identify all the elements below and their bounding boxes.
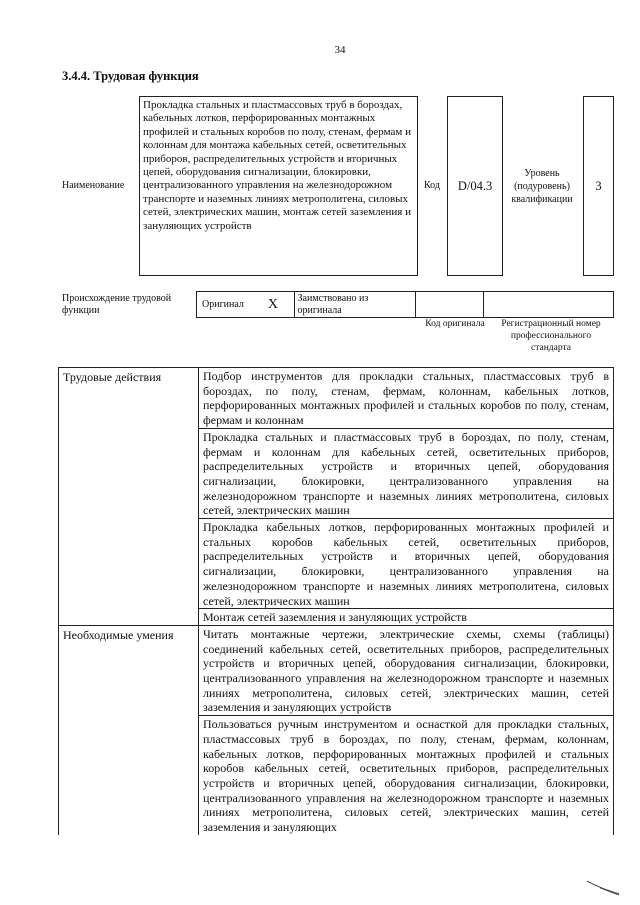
table-row [59, 625, 614, 715]
function-name-box: Прокладка стальных и пластмассовых труб в бороздах, кабельных лотков, перфорированных монтажных профилей и стальных коробов по полу, стенам, фермам и колоннам для монтажа кабельных сетей, осветительных приборов, распределительных устройств и вторичных цепей, оборудования сигнализации, блокировки, централизованного управления на железнодорожном транспорте и наземных линиях метрополитена, силовых сетей, электрических машин, монтаж сетей заземления и зануляющих устройств [139, 96, 418, 276]
reg-number-cell [484, 292, 613, 317]
labor-actions-label: Трудовые действия [59, 368, 199, 626]
labor-action-item: Прокладка стальных и пластмассовых труб в бороздах, по полу, стенам, фермам и колоннам для кабельных сетей, осветительных приборов, распределительных устройств и вторичных цепей, оборудования сигнализации, блокировки, централизованного управления на железнодорожном транспорте и наземных линиях метрополитена, силовых сетей, электрических машин [199, 428, 614, 518]
code-label: Код [424, 180, 440, 191]
page-number: 34 [334, 44, 346, 56]
skills-label: Необходимые умения [59, 625, 199, 834]
skill-item: Пользоваться ручным инструментом и оснасткой для прокладки стальных, пластмассовых труб в бороздах, по полу, стенам, фермам, колоннам, кабельных лотков, перфорированных монтажных профилей и стальных коробов кабельных сетей, осветительных приборов, распределительных устройств и вторичных цепей, оборудования сигнализации, блокировки, централизованного управления на железнодорожном транспорте и наземных линиях метрополитена, силовых сетей, электрических машин, сетей заземления и зануляющих [199, 716, 614, 835]
original-cell [197, 292, 295, 317]
name-label: Наименование [62, 180, 125, 191]
origin-label: Происхождение трудовой функции [62, 293, 172, 316]
section-title: 3.4.4. Трудовая функция [62, 69, 199, 83]
original-code-cell [416, 292, 484, 317]
original-label: Оригинал [202, 298, 244, 310]
labor-action-item: Монтаж сетей заземления и зануляющих устройств [199, 609, 614, 626]
original-mark: X [267, 296, 279, 312]
labor-action-item: Прокладка кабельных лотков, перфорированных монтажных профилей и стальных коробов кабельных сетей, осветительных приборов, распределительных устройств и вторичных цепей, оборудования сигнализации, блокировки, централизованного управления на железнодорожном транспорте и наземных линиях метрополитена, силовых сетей, электрических машин [199, 519, 614, 609]
code-value-box: D/04.3 [447, 96, 503, 276]
function-table [58, 367, 614, 835]
table-row [59, 368, 614, 429]
level-label: Уровень (подуровень) квалификации [511, 168, 573, 205]
signature-mark [586, 878, 620, 896]
code-caption: Код оригинала [425, 319, 485, 329]
labor-action-item: Подбор инструментов для прокладки стальных, пластмассовых труб в бороздах, по полу, стенам, фермам, колоннам, кабельных лотков, перфорированных монтажных профилей и стальных коробов по полу, стенам, фермам и колоннам [199, 368, 614, 429]
origin-row [196, 291, 614, 318]
borrowed-cell: Заимствовано из оригинала [295, 292, 416, 317]
reg-caption: Регистрационный номер профессионального стандарта [501, 319, 601, 353]
skill-item: Читать монтажные чертежи, электрические схемы, схемы (таблицы) соединений кабельных сетей, осветительных приборов, распределительных устройств и вторичных цепей, оборудования сигнализации, блокировки, централизованного управления на железнодорожном транспорте и наземных линиях метрополитена, силовых сетей, электрических машин, сетей заземления и зануляющих устройств [199, 625, 614, 715]
level-value-box: 3 [583, 96, 614, 276]
